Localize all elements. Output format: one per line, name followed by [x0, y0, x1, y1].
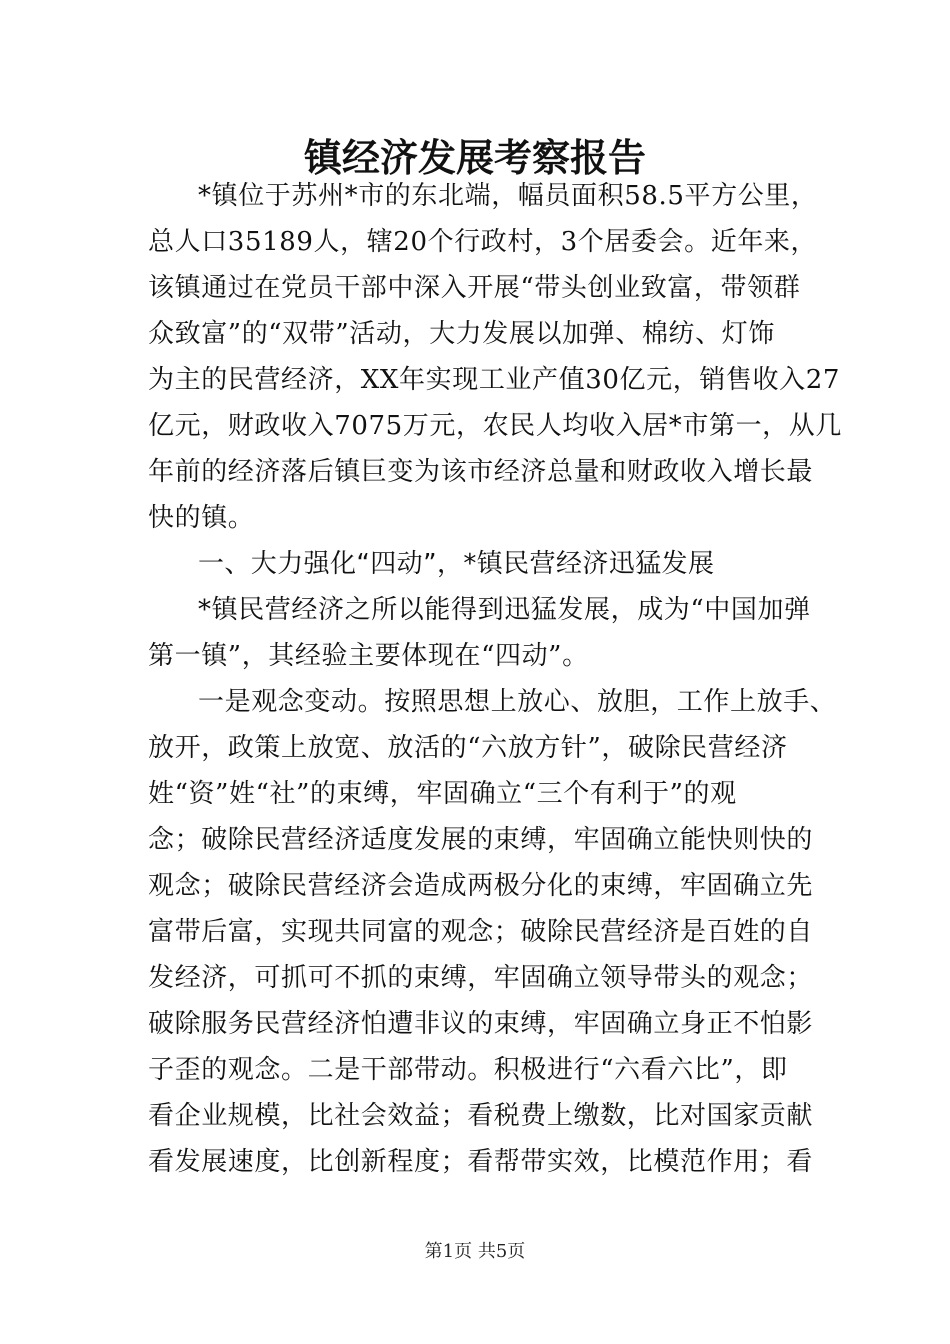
paragraph-line: 该镇通过在党员干部中深入开展“带头创业致富，带领群: [148, 273, 801, 303]
paragraph-line: 看企业规模，比社会效益；看税费上缴数，比对国家贡献: [148, 1101, 814, 1131]
paragraph-line: 年前的经济落后镇巨变为该市经济总量和财政收入增长最: [148, 457, 814, 487]
section-heading: 一、大力强化“四动”，*镇民营经济迅猛发展: [198, 549, 715, 579]
page-title: 镇经济发展考察报告: [303, 135, 646, 180]
paragraph-line: *镇位于苏州*市的东北端，幅员面积58.5平方公里，: [198, 181, 818, 211]
paragraph-line: 子歪的观念。二是干部带动。积极进行“六看六比”，即: [148, 1055, 788, 1085]
paragraph-line: 富带后富，实现共同富的观念；破除民营经济是百姓的自: [148, 917, 814, 947]
paragraph-line: 总人口35189人，辖20个行政村，3个居委会。近年来，: [148, 227, 818, 257]
paragraph-line: 放开，政策上放宽、放活的“六放方针”，破除民营经济: [148, 733, 788, 763]
paragraph-line: 一是观念变动。按照思想上放心、放胆，工作上放手、: [198, 687, 837, 717]
paragraph-line: 亿元，财政收入7075万元，农民人均收入居*市第一，从几: [148, 411, 842, 441]
paragraph-line: 第一镇”，其经验主要体现在“四动”。: [148, 641, 589, 671]
paragraph-line: *镇民营经济之所以能得到迅猛发展，成为“中国加弹: [198, 595, 811, 625]
paragraph-line: 念；破除民营经济适度发展的束缚，牢固确立能快则快的: [148, 825, 814, 855]
paragraph-line: 姓“资”姓“社”的束缚，牢固确立“三个有利于”的观: [148, 779, 737, 809]
paragraph-line: 观念；破除民营经济会造成两极分化的束缚，牢固确立先: [148, 871, 814, 901]
paragraph-line: 快的镇。: [148, 503, 255, 533]
paragraph-line: 破除服务民营经济怕遭非议的束缚，牢固确立身正不怕影: [148, 1009, 814, 1039]
page-footer: 第1页 共5页: [424, 1241, 526, 1262]
paragraph-line: 发经济，可抓可不抓的束缚，牢固确立领导带头的观念；: [148, 963, 814, 993]
paragraph-line: 看发展速度，比创新程度；看帮带实效，比模范作用；看: [148, 1147, 814, 1177]
paragraph-line: 为主的民营经济，XX年实现工业产值30亿元，销售收入27: [148, 365, 840, 395]
paragraph-line: 众致富”的“双带”活动，大力发展以加弹、棉纺、灯饰: [148, 319, 775, 349]
